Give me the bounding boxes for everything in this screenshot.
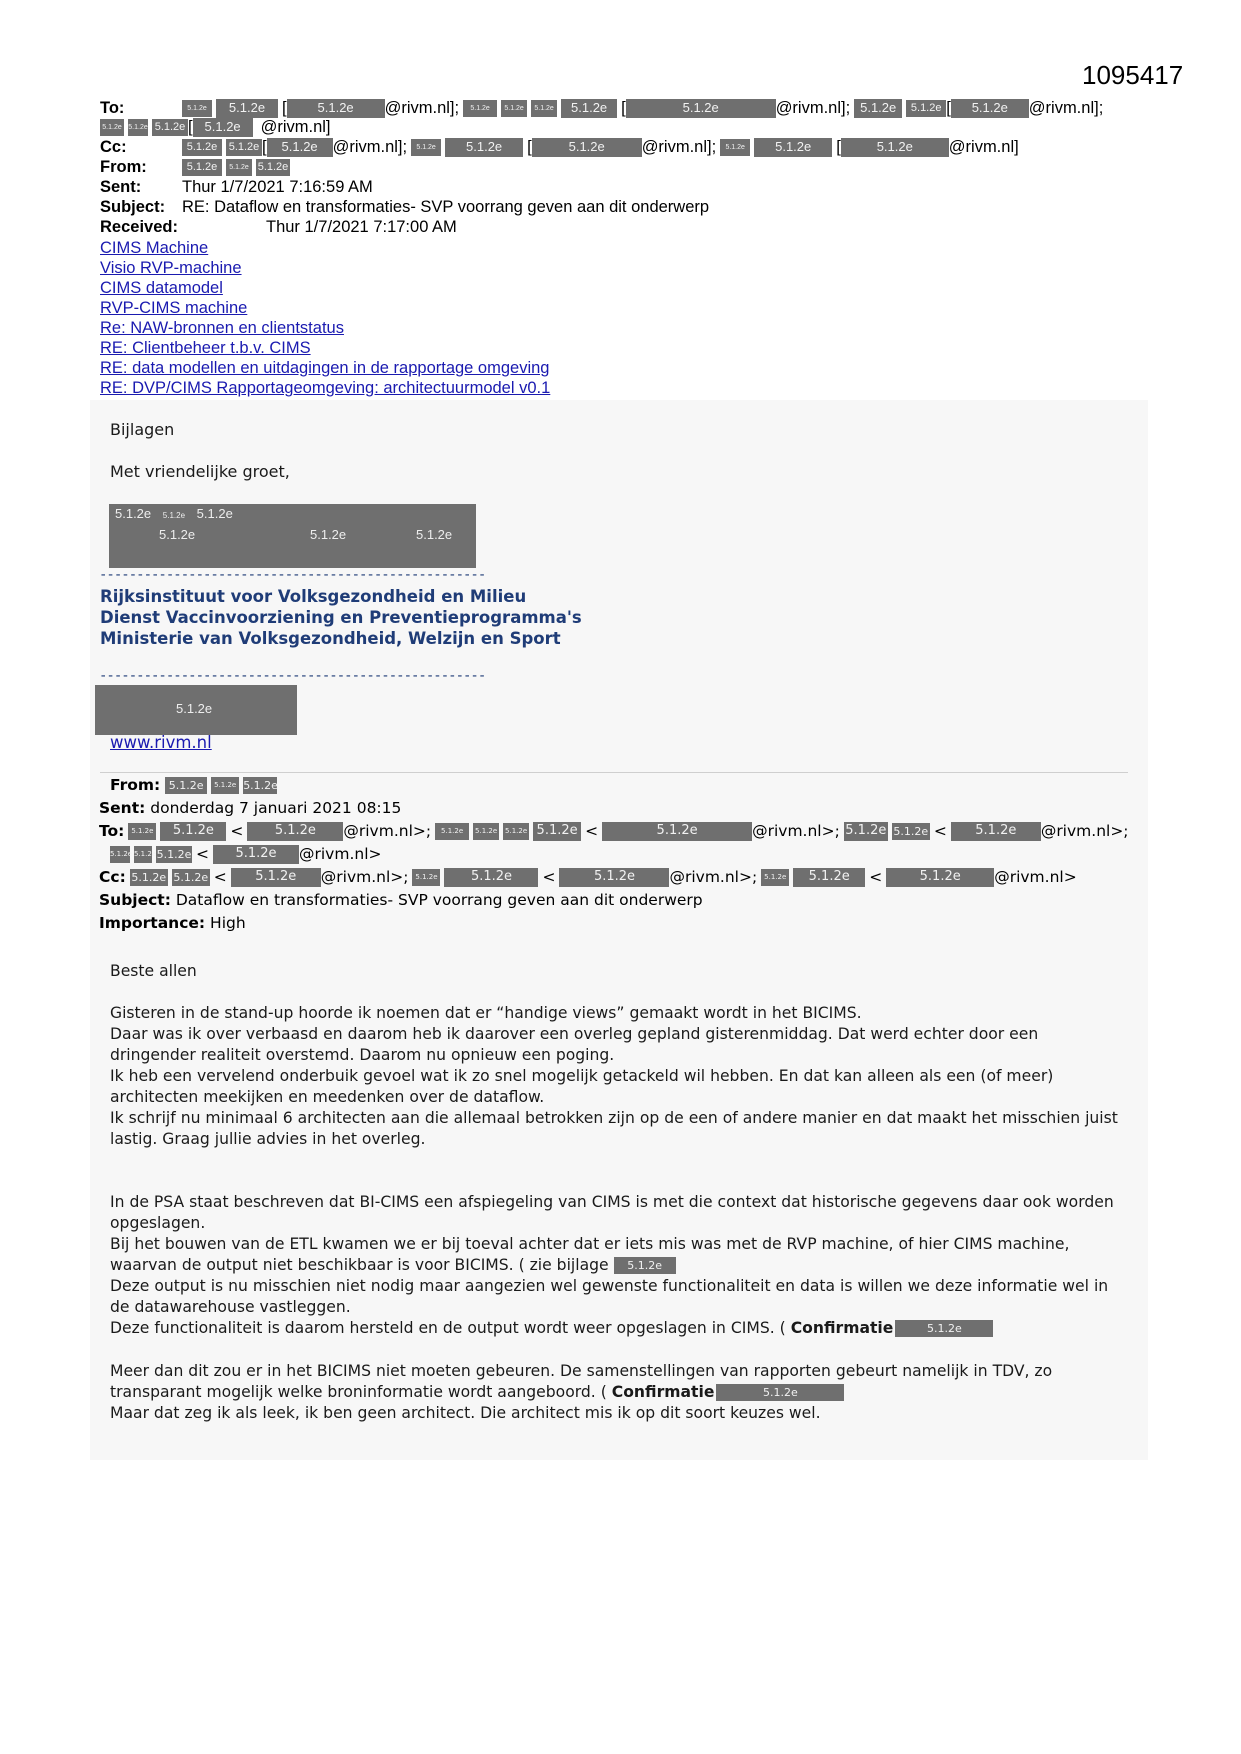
- redaction: 5.1.2e: [412, 869, 440, 886]
- redaction: 5.1.2e: [160, 822, 226, 841]
- angle-bracket: <: [196, 845, 209, 863]
- divider: [100, 772, 1128, 773]
- confirmatie-label: Confirmatie: [790, 1319, 894, 1337]
- fwd-cc-label: Cc:: [99, 868, 126, 886]
- email-domain: @rivm.nl>;: [752, 822, 840, 840]
- message-block-2: [110, 1192, 1125, 1339]
- message-block-3: [110, 1361, 1125, 1424]
- attachment-link[interactable]: Re: NAW-bronnen en clientstatus: [100, 319, 344, 337]
- redaction: 5.1.2e: [716, 1384, 844, 1401]
- paragraph: [110, 1361, 1125, 1403]
- redaction: 5.1.2e: [162, 511, 186, 520]
- email-domain: @rivm.nl];: [1028, 99, 1104, 117]
- redaction: 5.1.2e: [416, 527, 453, 542]
- email-domain: @rivm.nl>;: [1040, 822, 1129, 840]
- email-domain: @rivm.nl]: [260, 118, 331, 136]
- email-domain: @rivm.nl>: [994, 868, 1077, 886]
- attachment-link[interactable]: CIMS Machine: [100, 239, 209, 257]
- redaction: 5.1.2e: [893, 825, 929, 838]
- paragraph: Ik heb een vervelend onderbuik gevoel wat ik zo snel mogelijk getackeld wil hebben. En dat kan alleen als een (of meer) architecten meekijken en meedenken over de dataflow.: [110, 1067, 1054, 1106]
- email-domain: @rivm.nl];: [775, 99, 851, 117]
- message-block-1: [110, 1003, 1125, 1150]
- redaction: 5.1.2e: [193, 118, 253, 137]
- redaction: 5.1.2e: [720, 139, 750, 156]
- attachment-link[interactable]: RE: Clientbeheer t.b.v. CIMS: [100, 339, 311, 357]
- redaction: 5.1.2e: [152, 119, 188, 136]
- subject-label: Subject:: [100, 198, 166, 216]
- redaction: 5.1.2e: [128, 823, 156, 840]
- paragraph: Maar dat zeg ik als leek, ik ben geen architect. Die architect mis ik op dit soort keuzes wel.: [110, 1404, 821, 1422]
- redaction: 5.1.2e: [196, 506, 233, 521]
- redaction: 5.1.2e: [793, 868, 865, 887]
- redaction: 5.1.2e: [156, 848, 192, 861]
- paragraph-text: Bij het bouwen van de ETL kwamen we er bij toeval achter dat er iets mis was met de RVP machine, of hier CIMS machine, waarvan de output niet beschikbaar is voor BICIMS. ( zie bijlage: [110, 1235, 1070, 1274]
- angle-bracket: <: [869, 868, 883, 886]
- angle-bracket: <: [585, 822, 599, 840]
- redaction: 5.1.2e: [128, 119, 148, 136]
- fwd-importance-label: Importance:: [99, 914, 206, 932]
- salutation: Beste allen: [110, 962, 197, 980]
- angle-bracket: <: [230, 822, 244, 840]
- redaction: 5.1.2e: [216, 99, 278, 118]
- paragraph: Daar was ik over verbaasd en daarom heb ik daarover een overleg gepland gisterenmiddag. Dat werd echter door een dringender realiteit overstemd. Daarom nu opnieuw een poging.: [110, 1025, 1039, 1064]
- confirmatie-label: Confirmatie: [611, 1383, 715, 1401]
- redaction: 5.1.2e: [473, 823, 499, 840]
- redaction: 5.1.2e: [267, 138, 333, 157]
- redaction: 5.1.2e: [100, 119, 124, 136]
- redaction: 5.1.2e: [561, 99, 617, 118]
- redaction: 5.1.2e: [444, 868, 538, 887]
- redaction: 5.1.2e: [503, 823, 529, 840]
- document-id: 1095417: [1082, 60, 1184, 90]
- redaction: 5.1.2e: [213, 845, 299, 864]
- paragraph: Deze output is nu misschien niet nodig maar aangezien wel gewenste functionaliteit en data is willen we deze informatie wel in de datawarehouse vastleggen.: [110, 1277, 1109, 1316]
- attachment-list: [100, 238, 550, 398]
- paragraph-text: Meer dan dit zou er in het BICIMS niet moeten gebeuren. De samenstellingen van rapporten gebeurt namelijk in TDV, zo transparant mogelijk welke broninformatie wordt aangeboord. (: [110, 1362, 1053, 1401]
- to-row-continued: 5.1.2e 5.1.2e 5.1.2e [ 5.1.2e @rivm.nl]: [100, 117, 331, 137]
- redaction: 5.1.2e: [115, 506, 152, 521]
- org-ministry: Ministerie van Volksgezondheid, Welzijn en Sport: [100, 629, 561, 648]
- fwd-subject-row: [99, 889, 703, 912]
- redaction: 5.1.2e: [435, 823, 469, 840]
- redaction: 5.1.2e: [533, 822, 581, 841]
- fwd-sent-row: [99, 797, 401, 820]
- signature-redaction-labels: [115, 506, 233, 521]
- from-label: From:: [100, 158, 147, 176]
- redaction: 5.1.2e: [754, 138, 832, 157]
- fwd-from-label: From:: [110, 776, 161, 794]
- received-value: Thur 1/7/2021 7:17:00 AM: [266, 218, 457, 236]
- redaction: 5.1.2e: [761, 869, 789, 886]
- angle-bracket: <: [933, 822, 947, 840]
- redaction: 5.1.2e: [256, 159, 290, 176]
- received-label: Received:: [100, 218, 178, 236]
- paragraph: In de PSA staat beschreven dat BI-CIMS een afspiegeling van CIMS is met die context dat historische gegevens daar ook worden opgeslagen.: [110, 1193, 1114, 1232]
- redaction: 5.1.2e: [134, 846, 152, 863]
- email-domain: @rivm.nl];: [332, 138, 408, 156]
- redaction: 5.1.2e: [411, 139, 441, 156]
- email-domain: @rivm.nl];: [641, 138, 717, 156]
- sent-row: [100, 177, 373, 197]
- email-domain: @rivm.nl>: [299, 845, 382, 863]
- email-domain: @rivm.nl>;: [343, 822, 432, 840]
- redaction: 5.1.2e: [531, 100, 557, 117]
- redaction: 5.1.2e: [841, 138, 949, 157]
- org-department: Dienst Vaccinvoorziening en Preventieprogramma's: [100, 608, 582, 627]
- greeting: Met vriendelijke groet,: [110, 462, 290, 481]
- redaction: 5.1.2e: [906, 100, 946, 117]
- redaction: 5.1.2e: [226, 159, 252, 176]
- redaction: 5.1.2e: [626, 99, 776, 118]
- sent-label: Sent:: [100, 178, 142, 196]
- received-row: [100, 217, 457, 237]
- redaction: 5.1.2e: [159, 527, 196, 542]
- separator-dashes: ----------------------------------------------------: [99, 668, 486, 684]
- email-domain: @rivm.nl>;: [669, 868, 758, 886]
- fwd-importance-value: High: [210, 914, 246, 932]
- redaction: 5.1.2e: [310, 527, 347, 542]
- redaction: 5.1.2e: [614, 1257, 676, 1274]
- redaction: 5.1.2e: [951, 822, 1041, 841]
- fwd-to-row-continued: [110, 843, 382, 866]
- attachment-link[interactable]: RE: DVP/CIMS Rapportageomgeving: architectuurmodel v0.1: [100, 379, 551, 397]
- fwd-sent-label: Sent:: [99, 799, 146, 817]
- redaction: 5.1.2e: [854, 99, 902, 118]
- angle-bracket: <: [542, 868, 556, 886]
- org-name: Rijksinstituut voor Volksgezondheid en Milieu: [100, 587, 527, 606]
- redaction: 5.1.2e: [559, 868, 669, 887]
- redaction: 5.1.2e: [165, 777, 207, 794]
- redaction: 5.1.2e: [182, 139, 222, 156]
- separator-dashes: ----------------------------------------------------: [99, 567, 486, 583]
- paragraph: [110, 1318, 1125, 1339]
- redaction: 5.1.2e: [951, 99, 1029, 118]
- angle-bracket: <: [213, 868, 227, 886]
- redaction: 5.1.2e: [176, 701, 213, 716]
- email-domain: @rivm.nl]: [948, 138, 1019, 156]
- subject-value: RE: Dataflow en transformaties- SVP voorrang geven aan dit onderwerp: [182, 198, 710, 216]
- paragraph: [110, 1234, 1125, 1276]
- redaction: 5.1.2e: [243, 779, 278, 792]
- paragraph: Gisteren in de stand-up hoorde ik noemen dat er “handige views” gemaakt wordt in het BICIMS.: [110, 1004, 862, 1022]
- redaction: 5.1.2e: [173, 871, 209, 884]
- cc-row: Cc: 5.1.2e 5.1.2e [ 5.1.2e @rivm.nl]; 5.1.2e 5.1.2e [ 5.1.2e @rivm.nl]; 5.1.2e 5.1.2e [ 5.1.2e @rivm.nl]: [100, 138, 1019, 156]
- attachment-link[interactable]: RVP-CIMS machine: [100, 299, 248, 317]
- redaction: 5.1.2e: [287, 99, 385, 118]
- from-row: [100, 157, 290, 177]
- redaction: 5.1.2e: [445, 138, 523, 157]
- redaction: 5.1.2e: [501, 100, 527, 117]
- redaction: 5.1.2e: [247, 822, 343, 841]
- fwd-subject-label: Subject:: [99, 891, 171, 909]
- redaction: 5.1.2e: [231, 868, 321, 887]
- email-domain: @rivm.nl>;: [320, 868, 409, 886]
- fwd-subject-value: Dataflow en transformaties- SVP voorrang geven aan dit onderwerp: [175, 891, 703, 909]
- bijlagen-label: Bijlagen: [110, 420, 175, 439]
- redaction: 5.1.2e: [211, 777, 239, 794]
- paragraph-text: Deze functionaliteit is daarom hersteld en de output wordt weer opgeslagen in CIMS. (: [110, 1319, 786, 1337]
- fwd-from-row: [110, 774, 277, 797]
- fwd-importance-row: [99, 912, 246, 935]
- paragraph: Ik schrijf nu minimaal 6 architecten aan die allemaal betrokken zijn op de een of andere manier en dat maakt het misschien juist lastig. Graag jullie advies in het overleg.: [110, 1109, 1118, 1148]
- redaction: 5.1.2e: [532, 138, 642, 157]
- redaction: 5.1.2e: [110, 846, 130, 863]
- attachment-link[interactable]: CIMS datamodel: [100, 279, 223, 297]
- redaction: 5.1.2e: [886, 868, 994, 887]
- redaction: 5.1.2e: [844, 822, 888, 841]
- cc-label: Cc:: [100, 138, 127, 156]
- to-label: To:: [100, 99, 125, 117]
- fwd-sent-value: donderdag 7 januari 2021 08:15: [150, 799, 402, 817]
- fwd-cc-row: [99, 866, 1077, 889]
- email-domain: @rivm.nl];: [384, 99, 460, 117]
- attachment-link[interactable]: RE: data modellen en uitdagingen in de rapportage omgeving: [100, 359, 550, 377]
- subject-row: [100, 197, 709, 217]
- attachment-link[interactable]: Visio RVP-machine: [100, 259, 242, 277]
- website-link[interactable]: www.rivm.nl: [110, 733, 212, 752]
- fwd-to-row: [99, 820, 1129, 843]
- redaction: 5.1.2e: [602, 822, 752, 841]
- sent-value: Thur 1/7/2021 7:16:59 AM: [182, 178, 373, 196]
- redaction: 5.1.2e: [895, 1320, 993, 1337]
- redaction: 5.1.2e: [463, 100, 497, 117]
- fwd-to-label: To:: [99, 822, 125, 840]
- to-row: To: 5.1.2e 5.1.2e [ 5.1.2e @rivm.nl]; 5.1.2e 5.1.2e 5.1.2e 5.1.2e [ 5.1.2e @rivm.nl]; 5.1.2e 5.1.2e [ 5.1.2e @rivm.nl];: [100, 99, 1104, 117]
- redaction: 5.1.2e: [182, 100, 212, 117]
- redaction: 5.1.2e: [226, 139, 262, 156]
- redaction: 5.1.2e: [182, 159, 222, 176]
- redaction: 5.1.2e: [131, 871, 167, 884]
